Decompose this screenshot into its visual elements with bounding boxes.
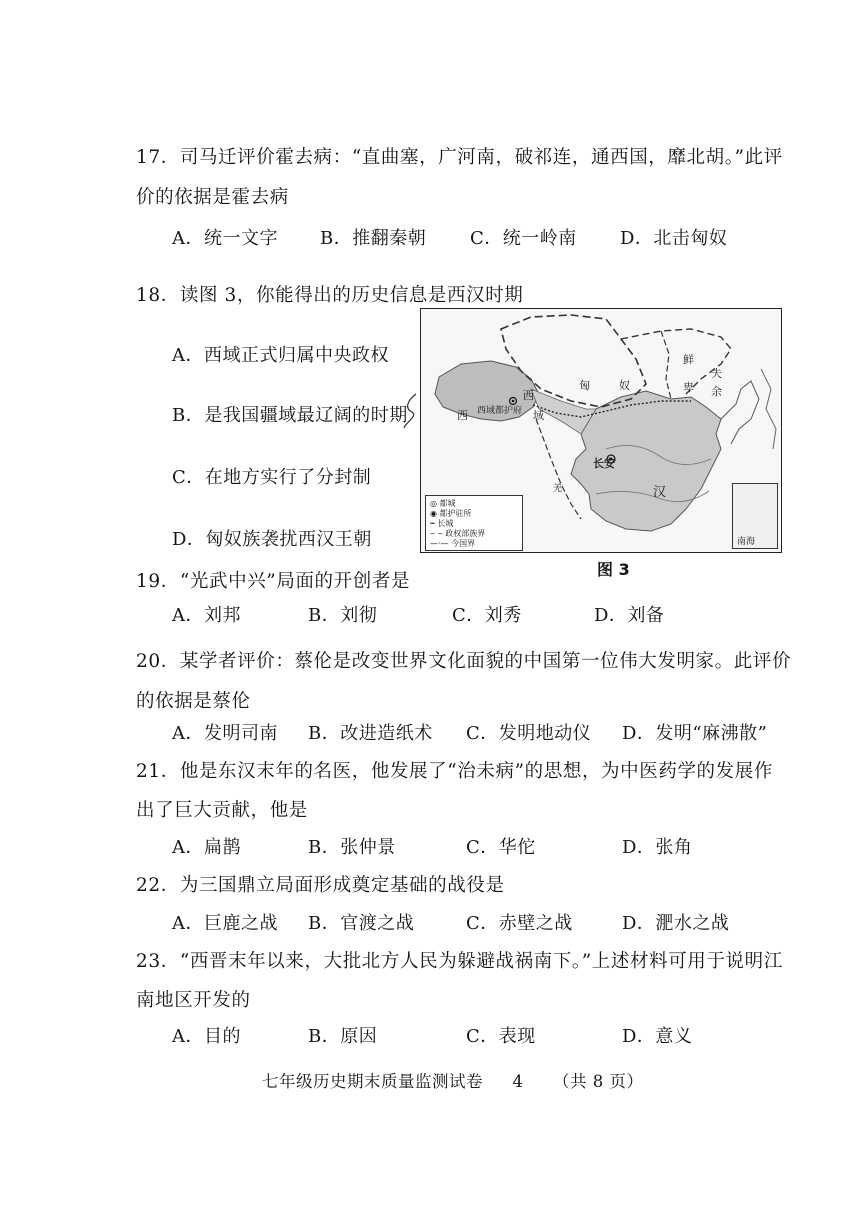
legend-capital: ◎ 都城 — [430, 499, 456, 508]
question-20-stem-line2: 的依据是蔡伦 — [136, 691, 251, 712]
question-23-option-d[interactable]: D．意义 — [622, 1026, 693, 1047]
question-20-stem-line1: 20．某学者评价：蔡伦是改变世界文化面貌的中国第一位伟大发明家。此评价 — [136, 651, 792, 672]
map-label-xianbei-b: 卑 — [683, 381, 694, 394]
map-label-xiyu-b: 域 — [533, 409, 544, 422]
question-21-option-c[interactable]: C．华佗 — [466, 837, 536, 858]
question-21-option-b[interactable]: B．张仲景 — [308, 837, 396, 858]
map-label-xiyu-a: 西 — [523, 389, 534, 402]
map-label-changan: 长安 — [593, 457, 615, 470]
question-19-option-d[interactable]: D．刘备 — [594, 605, 665, 626]
map-label-fuyu-a: 夫 — [711, 367, 722, 380]
question-18-stem-line1: 18．读图 3，你能得出的历史信息是西汉时期 — [136, 285, 524, 306]
page-footer — [262, 1068, 644, 1092]
map-label-qiang: 羌 — [553, 484, 563, 494]
question-20-option-b[interactable]: B．改进造纸术 — [308, 723, 433, 744]
question-17-option-b[interactable]: B．推翻秦朝 — [320, 228, 427, 249]
legend-great-wall: ┅ 长城 — [430, 519, 454, 528]
question-22-stem-line1: 22．为三国鼎立局面形成奠定基础的战役是 — [136, 875, 505, 896]
question-17-option-a[interactable]: A．统一文字 — [172, 228, 278, 249]
map-figure-3 — [420, 308, 782, 553]
question-17-option-c[interactable]: C．统一岭南 — [470, 228, 577, 249]
footer-title: 七年级历史期末质量监测试卷 — [262, 1072, 483, 1091]
question-21-option-a[interactable]: A．扁鹊 — [172, 837, 241, 858]
map-label-han: 汉 — [653, 485, 667, 500]
question-22-option-c[interactable]: C．赤壁之战 — [466, 913, 573, 934]
question-19-option-b[interactable]: B．刘彻 — [308, 605, 378, 626]
pencil-mark — [400, 390, 422, 430]
question-17-stem-line1: 17．司马迁评价霍去病：“直曲塞，广河南，破祁连，通西国，靡北胡。”此评 — [136, 147, 783, 168]
question-20-option-c[interactable]: C．发明地动仪 — [466, 723, 592, 744]
map-label-xiongnu-a: 匈 — [579, 379, 590, 392]
legend-national-border: —·— 今国界 — [430, 539, 476, 548]
question-21-stem-line2: 出了巨大贡献，他是 — [136, 800, 308, 821]
map-label-duhufu: 西域都护府 — [477, 406, 523, 416]
footer-total-pages: （共 8 页） — [553, 1072, 644, 1091]
question-21-option-d[interactable]: D．张角 — [622, 837, 693, 858]
question-21-stem-line1: 21．他是东汉末年的名医，他发展了“治未病”的思想，为中医药学的发展作 — [136, 761, 773, 782]
legend-protectorate: ◉ 都护驻所 — [430, 509, 472, 518]
inset-label: 南海 — [737, 537, 756, 547]
map-legend — [425, 495, 523, 551]
question-23-option-a[interactable]: A．目的 — [172, 1026, 241, 1047]
question-20-option-d[interactable]: D．发明“麻沸散” — [622, 723, 768, 744]
question-22-option-b[interactable]: B．官渡之战 — [308, 913, 415, 934]
question-19-stem-line1: 19．“光武中兴”局面的开创者是 — [136, 571, 411, 592]
question-22-option-a[interactable]: A．巨鹿之战 — [172, 913, 278, 934]
map-label-xi: 西 — [457, 409, 468, 422]
question-17-stem-line2: 价的依据是霍去病 — [136, 187, 289, 208]
question-23-stem-line1: 23．“西晋末年以来，大批北方人民为躲避战祸南下。”上述材料可用于说明江 — [136, 951, 783, 972]
question-18-option-d[interactable]: D．匈奴族袭扰西汉王朝 — [172, 529, 372, 550]
question-18-option-b[interactable]: B．是我国疆域最辽阔的时期 — [172, 405, 408, 426]
footer-page-number: 4 — [512, 1072, 524, 1091]
question-23-option-c[interactable]: C．表现 — [466, 1026, 536, 1047]
map-caption: 图 3 — [597, 560, 630, 579]
question-17-option-d[interactable]: D．北击匈奴 — [620, 228, 728, 249]
question-18-option-c[interactable]: C．在地方实行了分封制 — [172, 467, 372, 488]
question-19-option-c[interactable]: C．刘秀 — [452, 605, 522, 626]
map-inset-south-sea — [732, 483, 778, 549]
legend-boundary: ‒ ‒ 政权部族界 — [430, 529, 486, 538]
question-23-stem-line2: 南地区开发的 — [136, 990, 251, 1011]
map-label-xiongnu-b: 奴 — [619, 379, 630, 392]
question-20-option-a[interactable]: A．发明司南 — [172, 723, 278, 744]
question-23-option-b[interactable]: B．原因 — [308, 1026, 378, 1047]
map-label-xianbei-a: 鲜 — [683, 353, 694, 366]
question-22-option-d[interactable]: D．淝水之战 — [622, 913, 730, 934]
question-18-option-a[interactable]: A．西域正式归属中央政权 — [172, 345, 389, 366]
map-label-fuyu-b: 余 — [711, 385, 722, 398]
question-19-option-a[interactable]: A．刘邦 — [172, 605, 241, 626]
